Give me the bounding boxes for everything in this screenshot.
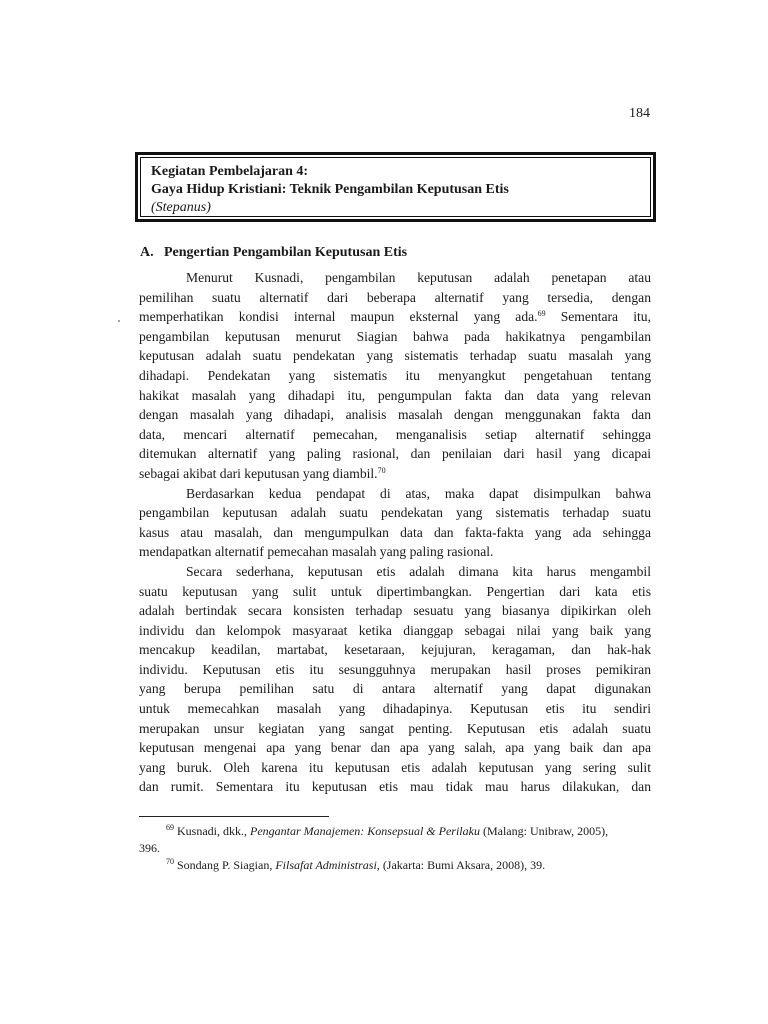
footnote-continuation: 396. (139, 841, 160, 855)
paragraph (139, 268, 651, 484)
footnote-text: Sondang P. Siagian, (174, 858, 276, 872)
footnote-ref: 69 (537, 309, 546, 319)
text-line: data, mencari alternatif pemecahan, menganalisis setiap alternatif sehingga (139, 426, 651, 442)
text-line: dihadapi. Pendekatan yang sistematis itu menyangkut pengetahuan tentang (139, 367, 651, 383)
text-line: pemilihan suatu alternatif dari beberapa alternatif yang tersedia, dengan (139, 289, 651, 305)
text-line: suatu keputusan yang sulit untuk dipertimbangkan. Pengertian dari kata etis (139, 583, 651, 599)
footnote-text: (Malang: Unibraw, 2005), (479, 824, 609, 838)
footnote-ref: 70 (377, 465, 386, 475)
text-line: merupakan unsur kegiatan yang sangat penting. Keputusan etis adalah suatu (139, 720, 651, 736)
footnotes (139, 823, 651, 874)
section-title: Pengertian Pengambilan Keputusan Etis (164, 245, 408, 260)
text-line: pengambilan keputusan adalah suatu pendekatan yang sistematis terhadap suatu (139, 505, 651, 521)
text-line: dengan masalah yang dihadapi, analisis masalah dengan menggunakan fakta dan (139, 407, 651, 423)
text-line: yang buruk. Oleh karena itu keputusan etis adalah keputusan yang sering sulit (139, 759, 651, 775)
activity-label: Kegiatan Pembelajaran 4: (151, 164, 309, 179)
text-line: adalah bertindak secara konsisten terhadap sesuatu yang biasanya dipikirkan oleh (139, 603, 651, 619)
text-line: mencakup keadilan, martabat, kesetaraan, kejujuran, keragaman, dan hak-hak (139, 642, 651, 658)
page-number: 184 (629, 106, 650, 121)
activity-author: (Stepanus) (151, 200, 211, 215)
text-line: Berdasarkan kedua pendapat di atas, maka dapat disimpulkan bahwa (186, 485, 651, 501)
text-line: kasus atau masalah, dan mengumpulkan data dan fakta-fakta yang ada sehingga (139, 524, 651, 540)
footnote-number: 69 (166, 823, 174, 832)
section-heading (140, 245, 407, 261)
text-line (139, 464, 651, 484)
text-line: pengambilan keputusan menurut Siagian bahwa pada hakikatnya pengambilan (139, 328, 651, 344)
section-number: A. (140, 245, 154, 260)
footnote-separator (139, 816, 329, 817)
text-line: keputusan mengenai apa yang benar dan apa yang salah, apa yang baik dan apa (139, 740, 651, 756)
footnote (139, 823, 651, 840)
text-line: yang berupa pemilihan satu di antara alternatif yang dapat digunakan (139, 681, 651, 697)
text-line: Menurut Kusnadi, pengambilan keputusan adalah penetapan atau (186, 270, 651, 285)
body-text (139, 268, 651, 797)
text-line: individu dan kelompok masyaraat ketika dianggap sebagai nilai yang baik yang (139, 622, 651, 638)
text-line: ditemukan alternatif yang paling rasional, dan penilaian dari hasil yang dicapai (139, 446, 651, 462)
text-line: untuk memecahkan masalah yang dihadapinya. Keputusan etis itu sendiri (139, 701, 651, 717)
footnote-book-title: Pengantar Manajemen: Konsepsual & Perilaku (250, 824, 480, 838)
activity-title: Gaya Hidup Kristiani: Teknik Pengambilan Keputusan Etis (151, 182, 509, 197)
text-line: hakikat masalah yang dihadapi itu, pengumpulan fakta dan data yang relevan (139, 387, 651, 403)
paragraph (139, 484, 651, 562)
footnote-text: (Jakarta: Bumi Aksara, 2008), 39. (379, 858, 546, 872)
scan-speck (118, 320, 120, 322)
footnote-text: Kusnadi, dkk., (174, 824, 250, 838)
text-line: mendapatkan alternatif pemecahan masalah yang paling rasional. (139, 544, 494, 560)
text-line: keputusan adalah suatu pendekatan yang sistematis terhadap suatu masalah yang (139, 348, 651, 364)
text-line: Secara sederhana, keputusan etis adalah dimana kita harus mengambil (186, 563, 651, 579)
text-line (139, 307, 651, 327)
paragraph (139, 562, 651, 797)
footnote-number: 70 (166, 857, 174, 866)
text-line: individu. Keputusan etis itu sesungguhnya merupakan hasil proses pemikiran (139, 661, 651, 677)
text-segment: sebagai akibat dari keputusan yang diambil. (139, 465, 378, 481)
title-box-inner (140, 157, 651, 217)
footnote-book-title: Filsafat Administrasi, (275, 858, 380, 872)
footnote (139, 857, 651, 874)
text-line: dan rumit. Sementara itu keputusan etis mau tidak mau harus dilakukan, dan (139, 779, 651, 795)
activity-title-box (135, 152, 656, 222)
text-segment: Sementara itu, (545, 309, 651, 325)
text-segment: memperhatikan kondisi internal maupun eksternal yang ada. (139, 309, 538, 325)
